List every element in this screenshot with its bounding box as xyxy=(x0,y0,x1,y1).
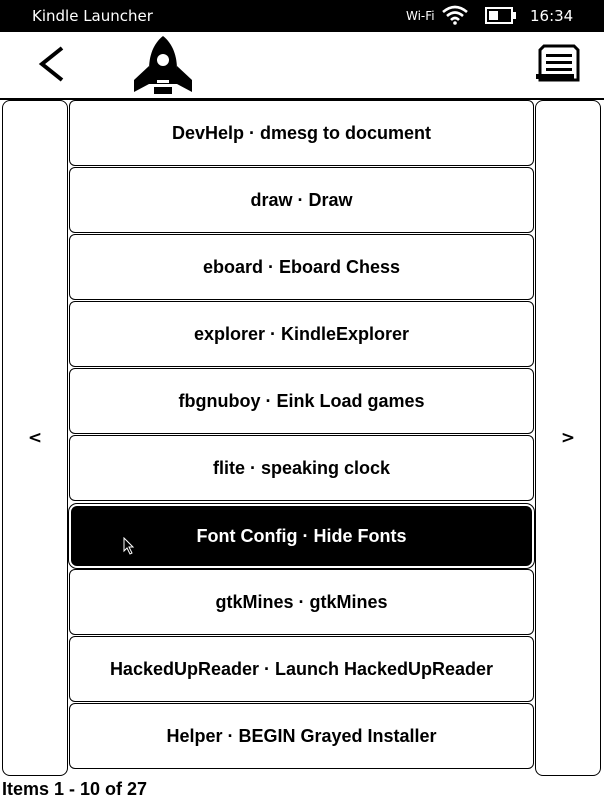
list-item-gtkmines[interactable]: gtkMines · gtkMines xyxy=(69,569,534,635)
list-item-draw[interactable]: draw · Draw xyxy=(69,167,534,233)
list-item-explorer[interactable]: explorer · KindleExplorer xyxy=(69,301,534,367)
list-item-hackedupreader[interactable]: HackedUpReader · Launch HackedUpReader xyxy=(69,636,534,702)
status-bar xyxy=(0,0,604,32)
wifi-icon xyxy=(442,5,468,25)
status-title: Kindle Launcher xyxy=(32,7,153,25)
mouse-cursor-icon xyxy=(123,537,135,555)
list-item-devhelp[interactable]: DevHelp · dmesg to document xyxy=(69,100,534,166)
list-item-flite[interactable]: flite · speaking clock xyxy=(69,435,534,501)
toolbar xyxy=(0,32,604,100)
battery-icon xyxy=(485,7,517,24)
menu-button[interactable] xyxy=(534,44,580,84)
menu-list-icon xyxy=(536,46,578,80)
list-item-font-config[interactable]: Font Config · Hide Fonts xyxy=(71,506,532,566)
app-list xyxy=(68,100,535,770)
list-item-fbgnuboy[interactable]: fbgnuboy · Eink Load games xyxy=(69,368,534,434)
list-item-eboard[interactable]: eboard · Eboard Chess xyxy=(69,234,534,300)
pagination-status: Items 1 - 10 of 27 xyxy=(2,779,148,799)
status-time: 16:34 xyxy=(530,7,574,25)
next-page-button[interactable]: > xyxy=(535,100,601,776)
chevron-left-icon xyxy=(42,48,62,80)
wifi-label: Wi-Fi xyxy=(406,9,435,23)
list-item-helper[interactable]: Helper · BEGIN Grayed Installer xyxy=(69,703,534,769)
rocket-icon xyxy=(128,34,198,96)
back-button[interactable] xyxy=(30,44,74,88)
previous-page-button[interactable]: < xyxy=(2,100,68,776)
